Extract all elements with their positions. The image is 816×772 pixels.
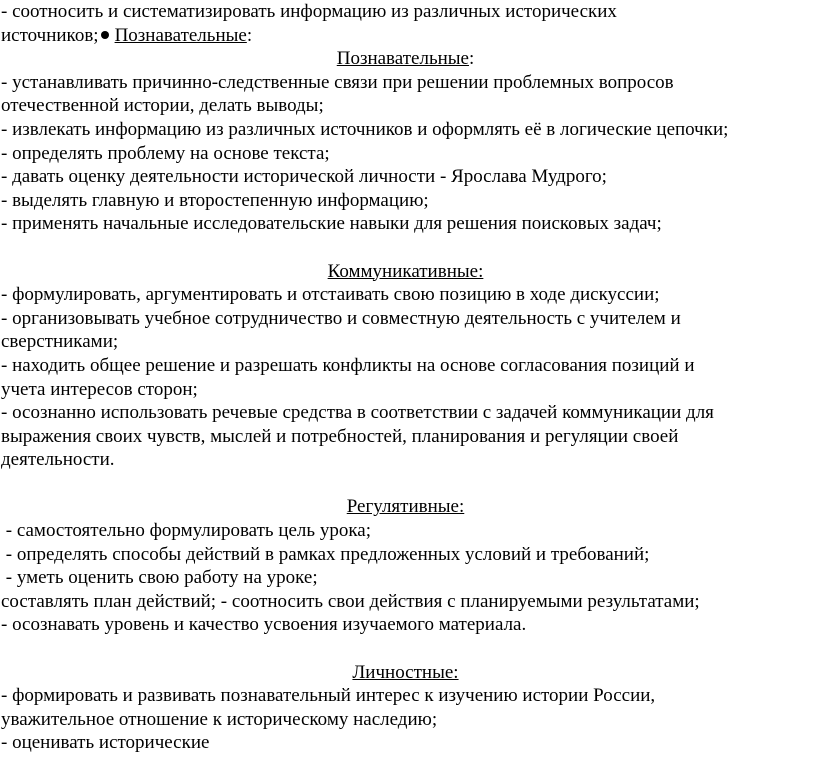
regulatory-line: - самостоятельно формулировать цель урока; <box>1 520 371 542</box>
cognitive-line: - устанавливать причинно-следственные связи при решении проблемных вопросов <box>1 71 674 93</box>
communicative-line: - осознанно использовать речевые средства в соответствии с задачей коммуникации для <box>1 402 714 424</box>
communicative-line: - организовывать учебное сотрудничество и совместную деятельность с учителем и <box>1 307 681 329</box>
section-gap <box>1 236 810 260</box>
regulatory-line: составлять план действий; - соотносить свои действия с планируемыми результатами; <box>1 590 700 612</box>
cognitive-line: - применять начальные исследовательские навыки для решения поисковых задач; <box>1 213 662 235</box>
cognitive-line: - давать оценку деятельности исторической личности - Ярослава Мудрого; <box>1 166 607 188</box>
intro-line-2-tail: : <box>246 24 253 46</box>
communicative-heading-text: Коммуникативные: <box>327 260 484 282</box>
cognitive-line: - выделять главную и второстепенную информацию; <box>1 189 429 211</box>
communicative-line: - находить общее решение и разрешать конфликты на основе согласования позиций и <box>1 354 695 376</box>
cognitive-line: - извлекать информацию из различных источников и оформлять её в логические цепочки; <box>1 118 729 140</box>
communicative-heading <box>1 260 810 284</box>
intro-line-2-text: источников; <box>1 24 99 46</box>
communicative-line: учета интересов сторон; <box>1 378 198 400</box>
communicative-line: выражения своих чувств, мыслей и потребностей, планирования и регуляции своей <box>1 425 679 447</box>
regulatory-heading-text: Регулятивные: <box>346 496 465 518</box>
personal-line: - оценивать исторические <box>1 732 210 754</box>
personal-line: - формировать и развивать познавательный интерес к изучению истории России, <box>1 685 656 707</box>
intro-cognitive-label: Познавательные <box>114 24 247 46</box>
communicative-line: деятельности. <box>1 449 115 471</box>
regulatory-line: - уметь оценить свою работу на уроке; <box>1 567 318 589</box>
personal-heading <box>1 661 810 685</box>
regulatory-line: - определять способы действий в рамках предложенных условий и требований; <box>1 543 650 565</box>
cognitive-line: отечественной истории, делать выводы; <box>1 95 324 117</box>
cognitive-line: - определять проблему на основе текста; <box>1 142 330 164</box>
section-gap <box>1 472 810 496</box>
intro-line-1: - соотносить и систематизировать информацию из различных исторических <box>1 1 617 22</box>
cognitive-heading-tail: : <box>468 48 475 70</box>
personal-heading-text: Личностные: <box>352 661 459 683</box>
intro-line-2 <box>1 24 810 48</box>
cognitive-heading <box>1 47 810 71</box>
cognitive-heading-text: Познавательные <box>336 48 469 70</box>
personal-line: уважительное отношение к историческому наследию; <box>1 708 438 730</box>
section-gap <box>1 637 810 661</box>
communicative-line: сверстниками; <box>1 331 119 353</box>
regulatory-heading <box>1 495 810 519</box>
regulatory-line: - осознавать уровень и качество усвоения изучаемого материала. <box>1 614 527 636</box>
communicative-line: - формулировать, аргументировать и отстаивать свою позицию в ходе дискуссии; <box>1 284 660 306</box>
bullet-icon <box>101 31 109 39</box>
